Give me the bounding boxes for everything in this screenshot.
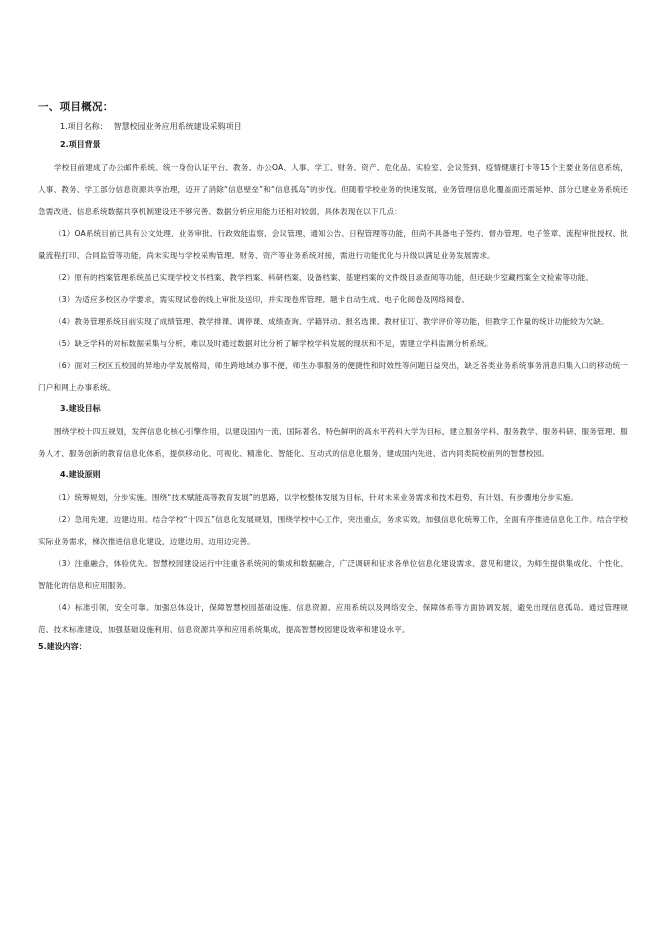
background-point-1: （1）OA系统目前已具有公文处理、业务审批、行政效能监察、会议管理、通知公告、日程管理等功能，但尚不具备电子签约、督办管理、电子签章、流程审批授权、批量流程打印、合同监管等功能，尚未实现与学校采购管理、财务、资产等业务系统对接，需进行功能优化与升级以满足业务发展需求。 [38,229,628,260]
background-point-3: （3）为适应多校区办学要求，需实现试卷的线上审批及送印，并实现卷库管理、题卡自动生成、电子化阅卷及网络阅卷。 [54,295,470,304]
background-point-5: （5）缺乏学科的对标数据采集与分析，难以及时通过数据对比分析了解学校学科发展的现状和不足，需建立学科监测分析系统。 [54,339,493,348]
principles-heading: 4.建设原则 [60,470,101,479]
principle-1: （1）统筹规划，分步实施。围绕“技术赋能高等教育发展”的思路，以学校整体发展为目标，针对未来业务需求和技术趋势，有计划、有步骤地分步实施。 [54,493,579,502]
project-name-line [60,121,628,133]
goal-heading: 3.建设目标 [60,404,101,413]
principle-4: （4）标准引领，安全可靠。加强总体设计，保障智慧校园基础设施、信息资源、应用系统以及网络安全、保障体系等方面协调发展，避免出现信息孤岛。通过管理规范、技术标准建设，加强基础设施利用、信息资源共享和应用系统集成，提高智慧校园建设效率和建设水平。 [38,603,628,634]
project-name-value: 智慧校园业务应用系统建设采购项目 [113,122,242,131]
background-point-2: （2）原有的档案管理系统虽已实现学校文书档案、教学档案、科研档案、设备档案、基建档案的文件级目录查阅等功能，但还缺少室藏档案全文检索等功能。 [54,273,594,282]
goal-text: 围绕学校十四五规划，发挥信息化核心引擎作用，以建设国内一流、国际著名、特色鲜明的高水平药科大学为目标，建立服务学科、服务教学、服务科研、服务管理、服务人才、服务创新的教育信息化体系，提供移动化、可视化、精准化、智能化、互动式的信息化服务，建成国内先进、省内同类院校前列的智慧校园。 [38,427,628,458]
background-point-4: （4）教务管理系统目前实现了成绩管理、教学排课、调停课、成绩查询、学籍异动、报名选课、教材征订、教学评价等功能，但教学工作量的统计功能较为欠缺。 [54,317,609,326]
background-point-6: （6）面对三校区五校园的异地办学发展格局，师生跨地域办事不便，师生办事服务的便捷性和时效性等问题日益突出，缺乏各类业务系统事务消息归集入口的移动统一门户和网上办事系统。 [38,361,628,392]
principle-2: （2）急用先建，边建边用。结合学校“十四五”信息化发展规划，围绕学校中心工作，突出重点，务求实效，加强信息化统筹工作，全面有序推进信息化工作。结合学校实际业务需求，梯次推进信息化建设，边建边用、边用边完善。 [38,515,628,546]
principle-3: （3）注重融合，体验优先。智慧校园建设运行中注重各系统间的集成和数据融合，广泛调研和征求各单位信息化建设需求、意见和建议，为师生提供集成化、个性化、智能化的信息和应用服务。 [38,559,628,590]
content-heading: 5.建设内容： [38,642,87,651]
background-heading: 2.项目背景 [60,140,101,149]
document-body [38,99,628,659]
background-intro: 学校目前建成了办公邮件系统、统一身份认证平台、教务、办公OA、人事、学工、财务、资产、危化品、实验室、会议签到、疫情健康打卡等15个主要业务信息系统，人事、教务、学工部分信息资源共享治理，迈开了消除“信息壁垒”和“信息孤岛”的步伐。但随着学校业务的快速发展，业务管理信息化覆盖面还需延伸、部分已建业务系统还急需改进、信息系统数据共享机制建设还不够完善、数据分析应用能力还相对较弱，具体表现在以下几点： [38,163,628,216]
section-heading: 一、项目概况： [38,101,114,113]
project-name-label: 1.项目名称： [60,122,108,131]
